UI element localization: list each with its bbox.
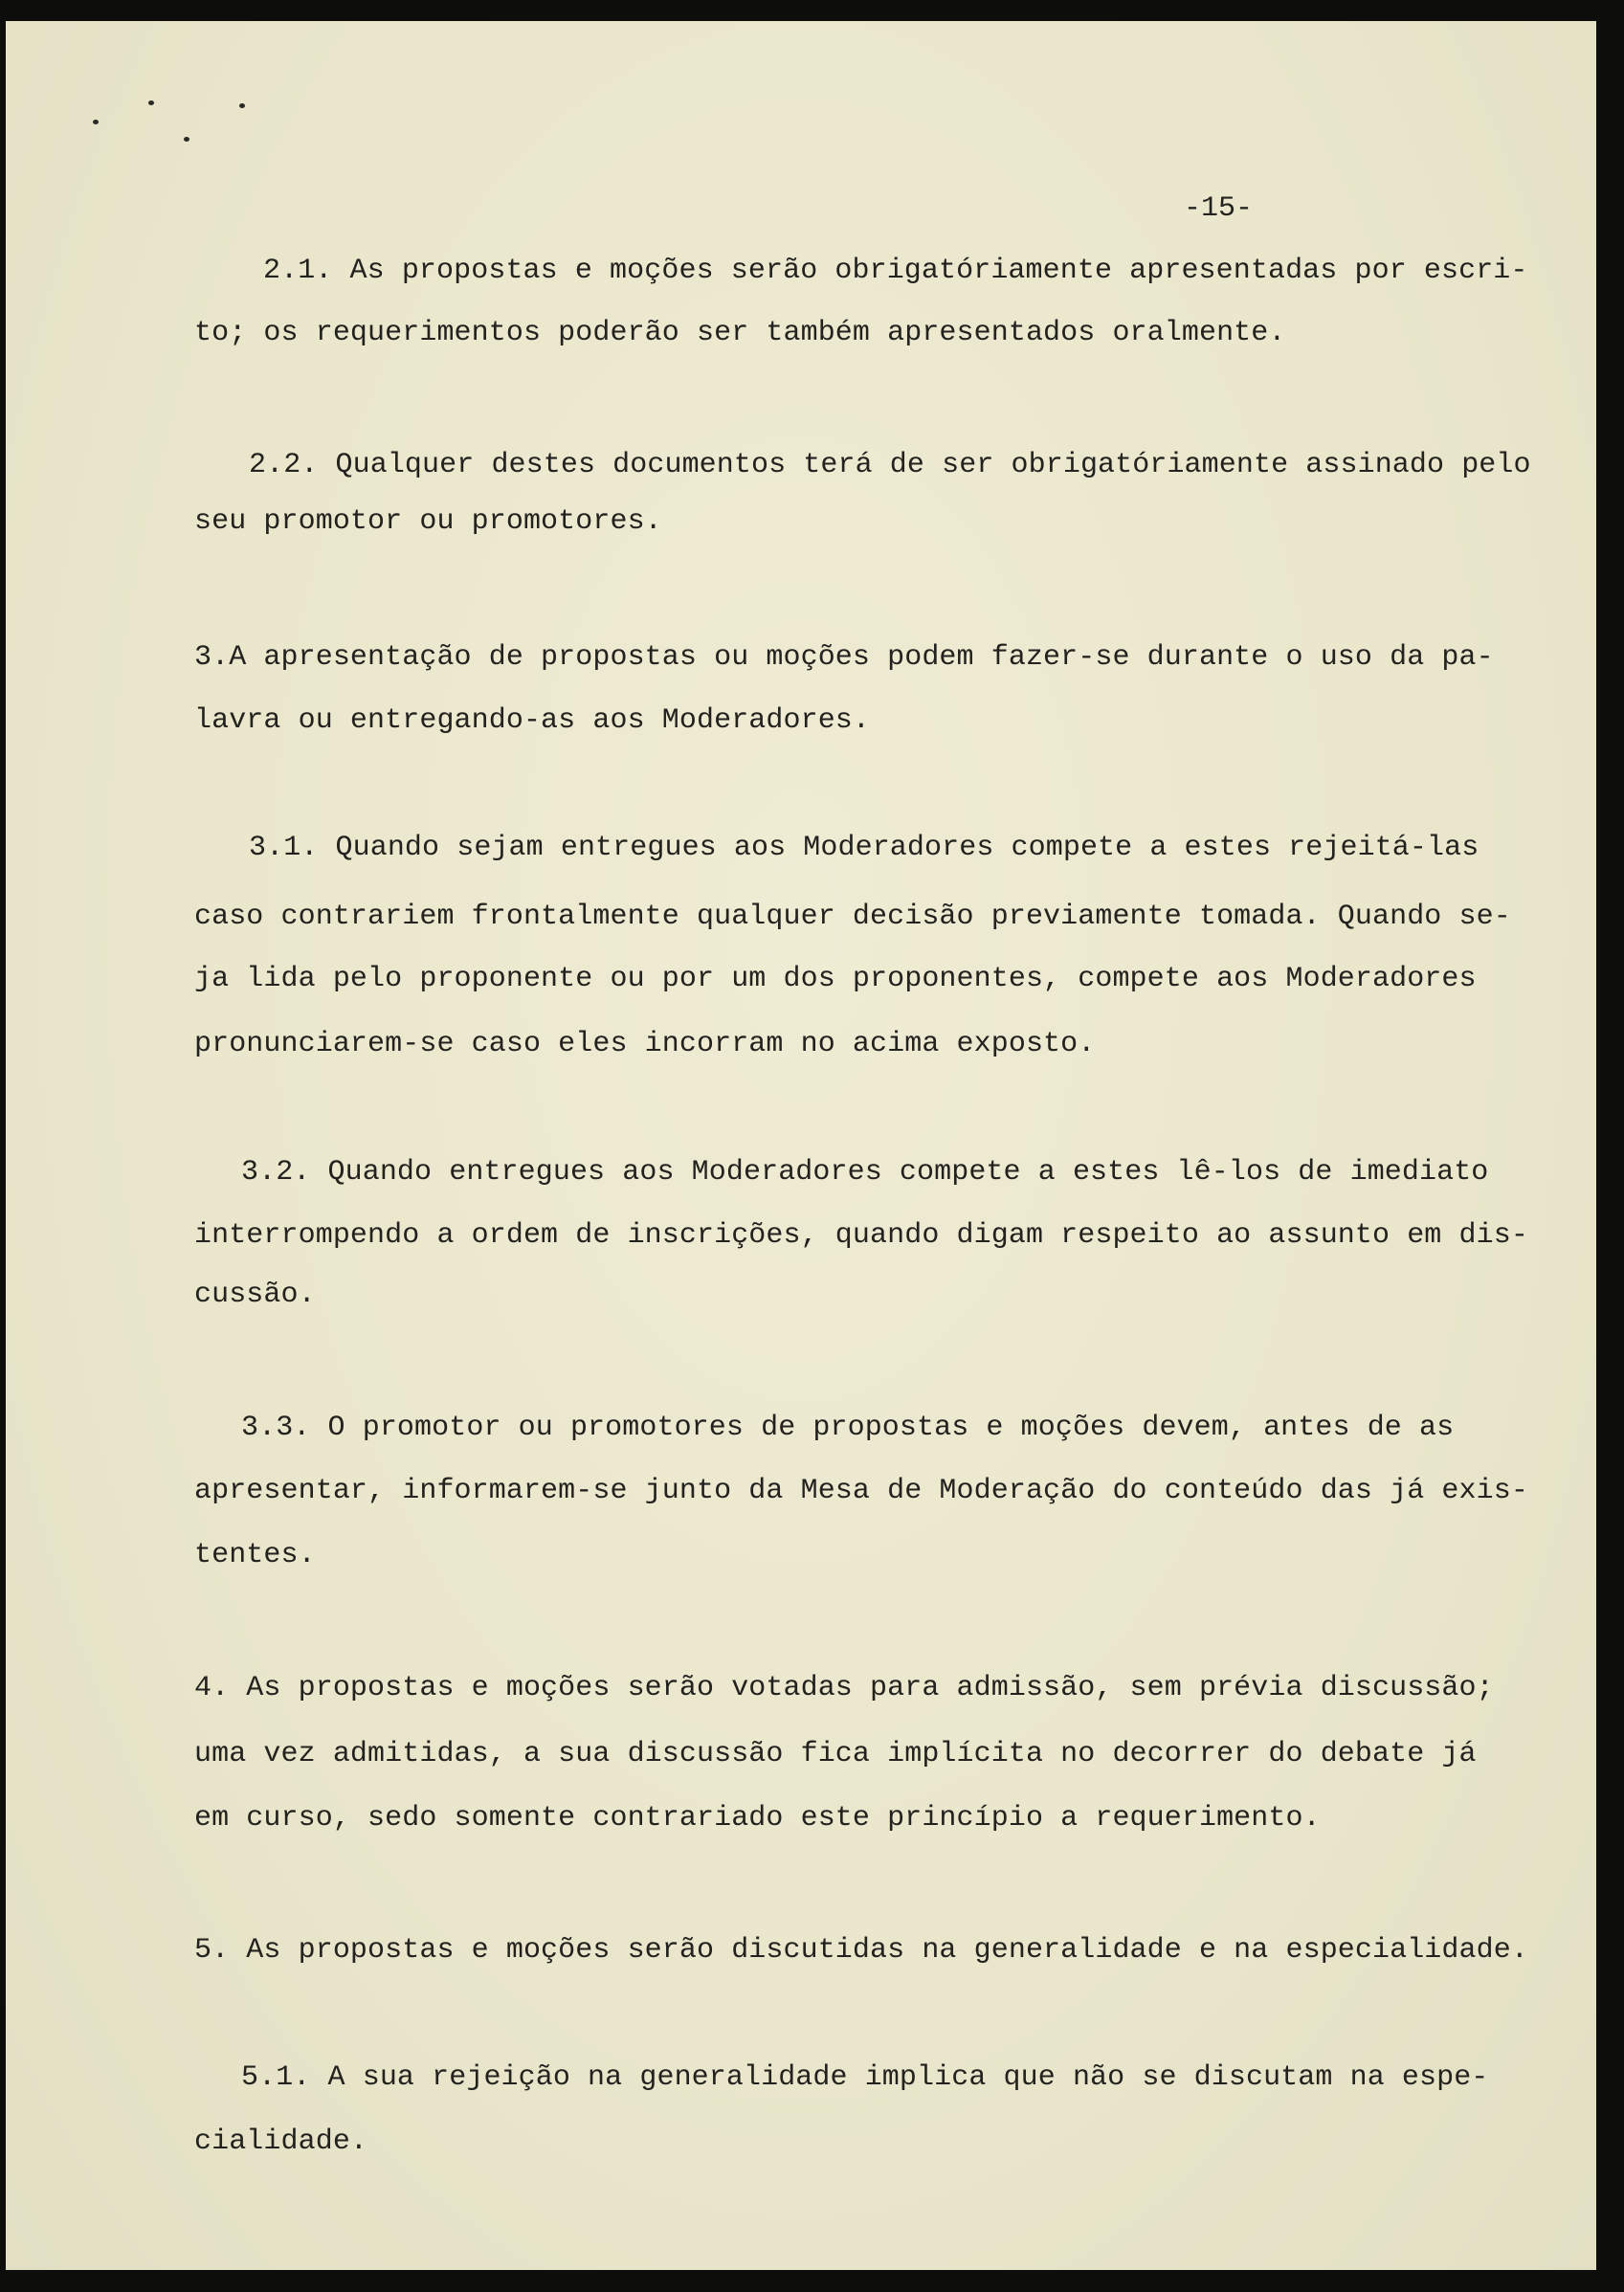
- paragraph-4-line: uma vez admitidas, a sua discussão fica implícita no decorrer do debate já: [194, 1738, 1477, 1770]
- paragraph-2-2-line: 2.2. Qualquer destes documentos terá de ser obrigatóriamente assinado pelo: [249, 449, 1531, 481]
- paragraph-5-line: 5. As propostas e moções serão discutidas na generalidade e na especialidade.: [194, 1934, 1528, 1967]
- paragraph-2-1-line: 2.1. As propostas e moções serão obrigatóriamente apresentadas por escri-: [263, 255, 1528, 287]
- paragraph-5-1-line: 5.1. A sua rejeição na generalidade implica que não se discutam na espe-: [241, 2061, 1489, 2094]
- paper-speck: [184, 137, 189, 142]
- paper-speck: [93, 120, 99, 124]
- paragraph-3-line: 3.A apresentação de propostas ou moções podem fazer-se durante o uso da pa-: [194, 641, 1494, 674]
- paragraph-3-1-line: 3.1. Quando sejam entregues aos Moderadores compete a estes rejeitá-las: [249, 832, 1479, 864]
- paragraph-3-2-line: cussão.: [194, 1279, 316, 1311]
- paragraph-3-3-line: tentes.: [194, 1539, 316, 1571]
- paragraph-3-line: lavra ou entregando-as aos Moderadores.: [194, 704, 871, 737]
- paragraph-3-1-line: caso contrariem frontalmente qualquer decisão previamente tomada. Quando se-: [194, 901, 1511, 933]
- paragraph-3-1-line: pronunciarem-se caso eles incorram no acima exposto.: [194, 1028, 1096, 1060]
- paragraph-4-line: em curso, sedo somente contrariado este princípio a requerimento.: [194, 1802, 1321, 1835]
- paragraph-3-3-line: apresentar, informarem-se junto da Mesa de Moderação do conteúdo das já exis-: [194, 1475, 1528, 1507]
- paragraph-4-line: 4. As propostas e moções serão votadas para admissão, sem prévia discussão;: [194, 1672, 1494, 1704]
- paper-speck: [148, 100, 154, 105]
- paper-speck: [239, 103, 245, 108]
- paragraph-2-1-line: to; os requerimentos poderão ser também apresentados oralmente.: [194, 317, 1286, 349]
- paragraph-2-2-line: seu promotor ou promotores.: [194, 505, 662, 538]
- page-number: -15-: [1184, 192, 1254, 225]
- document-page: [6, 21, 1596, 2270]
- paragraph-3-2-line: interrompendo a ordem de inscrições, quando digam respeito ao assunto em dis-: [194, 1219, 1528, 1252]
- paragraph-3-2-line: 3.2. Quando entregues aos Moderadores compete a estes lê-los de imediato: [241, 1156, 1489, 1189]
- paragraph-3-3-line: 3.3. O promotor ou promotores de propostas e moções devem, antes de as: [241, 1412, 1455, 1444]
- paragraph-5-1-line: cialidade.: [194, 2125, 368, 2158]
- paragraph-3-1-line: ja lida pelo proponente ou por um dos proponentes, compete aos Moderadores: [194, 963, 1477, 995]
